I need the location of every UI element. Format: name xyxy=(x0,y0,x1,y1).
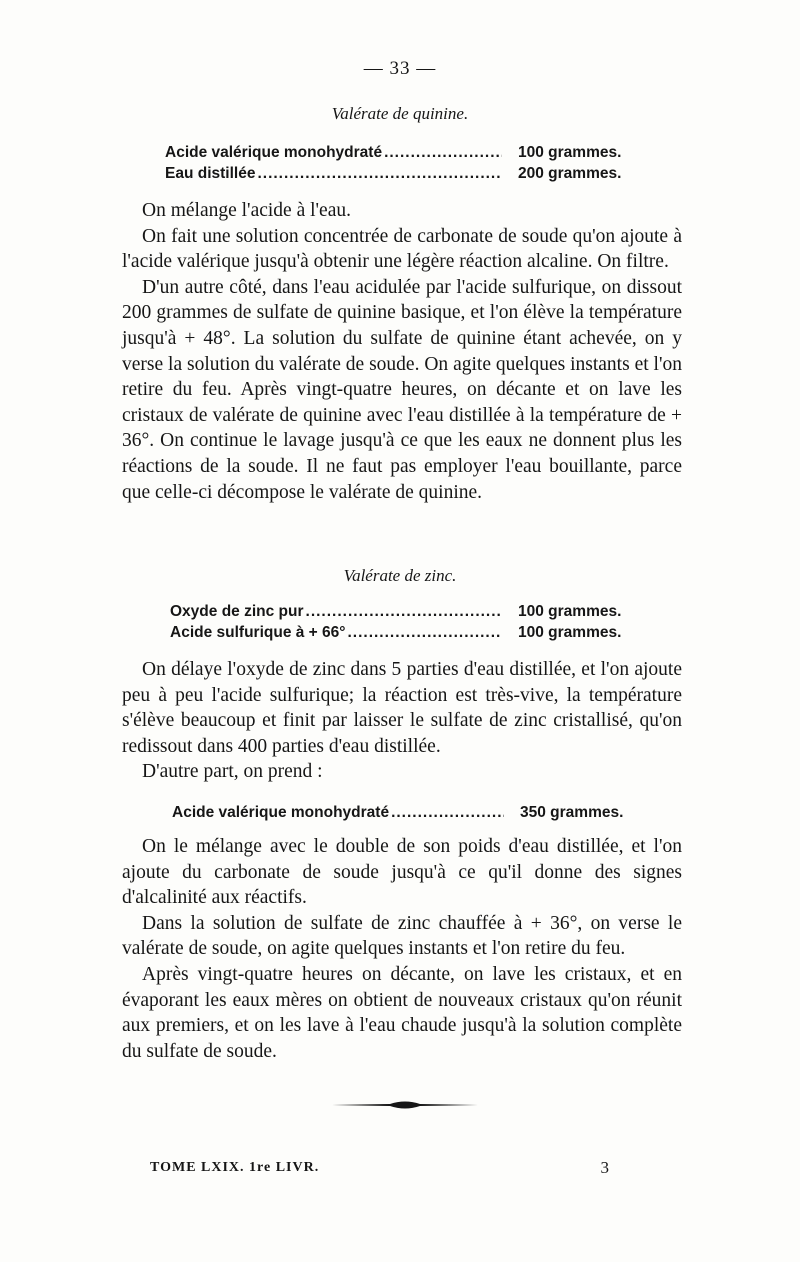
paragraph: D'autre part, on prend : xyxy=(142,761,323,783)
paragraph: Dans la solution de sulfate de zinc chauffée à + 36°, on verse le valérate de soude, on agite quelques instants et l'on retire du feu. xyxy=(122,912,682,960)
paragraph: On fait une solution concentrée de carbonate de soude qu'on ajoute à l'acide valérique jusqu'à obtenir une légère réaction alcaline. On filtre. xyxy=(122,225,682,273)
paragraph: D'un autre côté, dans l'eau acidulée par l'acide sulfurique, on dissout 200 grammes de sulfate de quinine basique, et l'on élève la température jusqu'à + 48°. La solution du sulfate de quinine étant achevée, on y verse la solution du valérate de soude. On agite quelques instants et l'on retire du feu. Après vingt-quatre heures, on décante et on lave les cristaux de valérate de quinine avec l'eau distillée à la température de + 36°. On continue le lavage jusqu'à ce que les eaux ne donnent plus les réactions de la soude. Il ne faut pas employer l'eau bouillante, parce que celle-ci décompose le valérate de quinine. xyxy=(122,276,682,503)
leader-dots xyxy=(389,802,504,823)
leader-dots xyxy=(255,163,502,184)
recipe-valeric xyxy=(172,802,632,823)
paragraph: On mélange l'acide à l'eau. xyxy=(142,200,351,221)
leader-dots xyxy=(345,622,502,643)
paragraph: Après vingt-quatre heures on décante, on lave les cristaux, et en évaporant les eaux mères on obtient de nouveaux cristaux qu'on réunit aux premiers, et on les lave à l'eau chaude jusqu'à la solution complète du sulfate de soude. xyxy=(122,963,682,1062)
body-text-block-2 xyxy=(122,657,682,785)
body-text-block-1 xyxy=(122,198,682,505)
leader-dots xyxy=(382,142,502,163)
recipe-row xyxy=(172,802,632,823)
ingredient-name: Acide sulfurique à + 66° xyxy=(170,624,346,641)
ingredient-name: Oxyde de zinc pur xyxy=(170,603,304,620)
section-heading-zinc: Valérate de zinc. xyxy=(343,566,457,585)
recipe-row xyxy=(165,142,630,163)
ornament-rule xyxy=(330,1098,480,1112)
ingredient-quantity: 100 grammes. xyxy=(518,144,622,161)
ingredient-name: Acide valérique monohydraté xyxy=(172,804,390,821)
signature-number: 3 xyxy=(600,1158,610,1177)
paragraph: On le mélange avec le double de son poids d'eau distillée, et l'on ajoute du carbonate de soude jusqu'à ce qu'il donne des signes d'alcalinité aux réactifs. xyxy=(122,836,682,909)
ingredient-quantity: 350 grammes. xyxy=(520,804,624,821)
ingredient-quantity: 200 grammes. xyxy=(518,165,622,182)
recipe-quinine xyxy=(165,142,630,184)
leader-dots xyxy=(304,601,502,622)
ingredient-name: Acide valérique monohydraté xyxy=(165,144,383,161)
ingredient-quantity: 100 grammes. xyxy=(518,603,622,620)
volume-signature: TOME LXIX. 1re LIVR. xyxy=(150,1160,320,1175)
body-text-block-3 xyxy=(122,834,682,1064)
footer xyxy=(150,1160,610,1176)
recipe-zinc xyxy=(170,601,630,643)
ingredient-name: Eau distillée xyxy=(165,165,256,182)
recipe-row xyxy=(165,163,630,184)
paragraph: On délaye l'oxyde de zinc dans 5 parties d'eau distillée, et l'on ajoute peu à peu l'acide sulfurique; la réaction est très-vive, la température s'élève beaucoup et finit par laisser le sulfate de zinc cristallisé, qu'on redissout dans 400 parties d'eau distillée. xyxy=(122,659,682,757)
page-number: — 33 — xyxy=(363,58,437,79)
recipe-row xyxy=(170,622,630,643)
recipe-row xyxy=(170,601,630,622)
ingredient-quantity: 100 grammes. xyxy=(518,624,622,641)
section-heading-quinine: Valérate de quinine. xyxy=(331,104,469,123)
